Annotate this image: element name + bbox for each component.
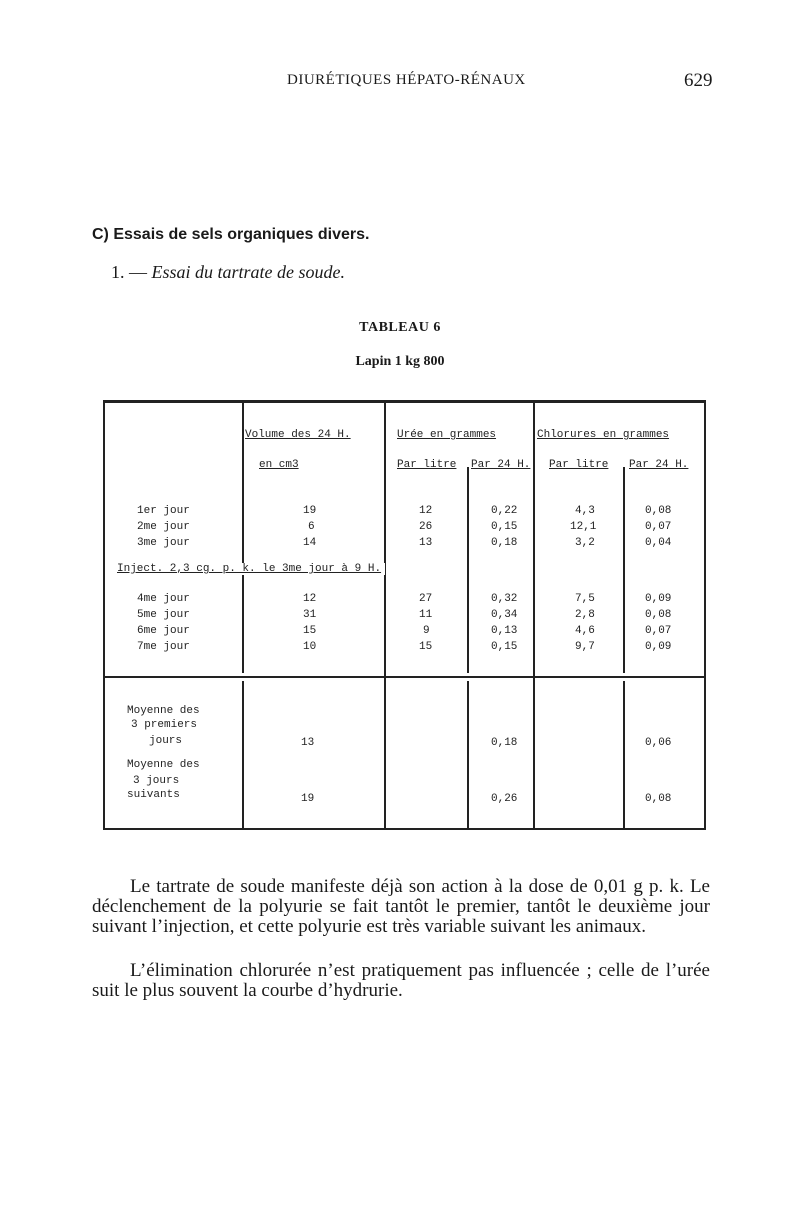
cell-chlor-24h: 0,08 bbox=[645, 793, 672, 805]
cell-day: 6me jour bbox=[137, 625, 190, 637]
cell-chlor-24h: 0,09 bbox=[645, 641, 672, 653]
page-number: 629 bbox=[684, 70, 713, 91]
cell-uree-24h: 0,34 bbox=[491, 609, 518, 621]
cell-volume: 13 bbox=[301, 737, 315, 749]
cell-chlor-litre: 4,6 bbox=[575, 625, 595, 637]
cell-uree-24h: 0,15 bbox=[491, 521, 518, 533]
cell-volume: 31 bbox=[303, 609, 317, 621]
rule-v-low-1 bbox=[242, 681, 244, 829]
rule-v-low-3 bbox=[623, 681, 625, 829]
cell-uree-litre: 13 bbox=[419, 537, 433, 549]
cell-chlor-24h: 0,07 bbox=[645, 521, 672, 533]
cell-uree-litre: 12 bbox=[419, 505, 433, 517]
average-label: Moyenne des bbox=[127, 759, 200, 771]
cell-day: 3me jour bbox=[137, 537, 190, 549]
subsection-number: 1. — bbox=[111, 262, 147, 282]
section-heading: C) Essais de sels organiques divers. bbox=[92, 226, 370, 243]
cell-volume: 12 bbox=[303, 593, 317, 605]
col-header-volume-unit: en cm3 bbox=[259, 459, 299, 471]
col-header-chlorures: Chlorures en grammes bbox=[537, 429, 670, 441]
cell-chlor-litre: 7,5 bbox=[575, 593, 595, 605]
col-header-volume: Volume des 24 H. bbox=[245, 429, 351, 441]
col-header-chlor-litre: Par litre bbox=[549, 459, 609, 471]
running-title: DIURÉTIQUES HÉPATO-RÉNAUX bbox=[287, 72, 526, 88]
cell-uree-24h: 0,22 bbox=[491, 505, 518, 517]
subsection-title: Essai du tartrate de soude. bbox=[151, 262, 345, 282]
cell-day: 5me jour bbox=[137, 609, 190, 621]
cell-uree-24h: 0,15 bbox=[491, 641, 518, 653]
average-label: 3 premiers bbox=[131, 719, 198, 731]
cell-volume: 19 bbox=[303, 505, 317, 517]
rule-v-low-2 bbox=[467, 681, 469, 829]
col-header-uree: Urée en grammes bbox=[397, 429, 497, 441]
cell-uree-litre: 26 bbox=[419, 521, 433, 533]
cell-uree-litre: 27 bbox=[419, 593, 433, 605]
cell-volume: 15 bbox=[303, 625, 317, 637]
average-label: suivants bbox=[127, 789, 180, 801]
cell-chlor-24h: 0,06 bbox=[645, 737, 672, 749]
cell-uree-litre: 11 bbox=[419, 609, 433, 621]
cell-uree-24h: 0,32 bbox=[491, 593, 518, 605]
subsection-heading bbox=[111, 262, 345, 283]
injection-note: Inject. 2,3 cg. p. k. le 3me jour à 9 H. bbox=[117, 563, 385, 575]
body-paragraph bbox=[92, 961, 710, 1001]
rule-h-averages bbox=[105, 676, 704, 678]
cell-chlor-24h: 0,08 bbox=[645, 505, 672, 517]
cell-chlor-24h: 0,09 bbox=[645, 593, 672, 605]
cell-chlor-24h: 0,08 bbox=[645, 609, 672, 621]
data-table bbox=[103, 400, 706, 830]
rule-v-chlor-split bbox=[623, 467, 625, 673]
rule-v-chlor bbox=[533, 403, 535, 829]
cell-day: 4me jour bbox=[137, 593, 190, 605]
rule-v-uree-split bbox=[467, 467, 469, 673]
paragraph-text: Le tartrate de soude manifeste déjà son action à la dose de 0,01 g p. k. Le déclenchement de la polyurie se fait tantôt le premier, tantôt le deuxième jour suivant l’injection, et cette polyurie est très variable suivant les animaux. bbox=[92, 876, 710, 937]
paragraph-text: L’élimination chlorurée n’est pratiquement pas influencée ; celle de l’urée suit le plus souvent la courbe d’hydrurie. bbox=[92, 960, 710, 1001]
cell-chlor-litre: 12,1 bbox=[570, 521, 597, 533]
average-label: Moyenne des bbox=[127, 705, 200, 717]
col-header-uree-24h: Par 24 H. bbox=[471, 459, 531, 471]
cell-chlor-24h: 0,04 bbox=[645, 537, 672, 549]
table-subtitle: Lapin 1 kg 800 bbox=[355, 354, 445, 369]
body-paragraph bbox=[92, 877, 710, 937]
cell-chlor-litre: 3,2 bbox=[575, 537, 595, 549]
cell-uree-24h: 0,18 bbox=[491, 737, 518, 749]
cell-day: 2me jour bbox=[137, 521, 190, 533]
cell-chlor-litre: 2,8 bbox=[575, 609, 595, 621]
cell-volume: 19 bbox=[301, 793, 315, 805]
col-header-uree-litre: Par litre bbox=[397, 459, 457, 471]
cell-uree-litre: 9 bbox=[423, 625, 430, 637]
cell-uree-24h: 0,26 bbox=[491, 793, 518, 805]
rule-v-volume bbox=[242, 403, 244, 673]
table-title: TABLEAU 6 bbox=[359, 320, 441, 335]
col-header-chlor-24h: Par 24 H. bbox=[629, 459, 689, 471]
cell-volume: 10 bbox=[303, 641, 317, 653]
cell-chlor-litre: 9,7 bbox=[575, 641, 595, 653]
cell-chlor-litre: 4,3 bbox=[575, 505, 595, 517]
cell-uree-24h: 0,18 bbox=[491, 537, 518, 549]
cell-volume: 14 bbox=[303, 537, 317, 549]
cell-day: 1er jour bbox=[137, 505, 190, 517]
rule-v-uree bbox=[384, 403, 386, 829]
cell-day: 7me jour bbox=[137, 641, 190, 653]
average-label: 3 jours bbox=[133, 775, 180, 787]
cell-uree-litre: 15 bbox=[419, 641, 433, 653]
cell-chlor-24h: 0,07 bbox=[645, 625, 672, 637]
average-label: jours bbox=[149, 735, 183, 747]
cell-volume: 6 bbox=[308, 521, 315, 533]
cell-uree-24h: 0,13 bbox=[491, 625, 518, 637]
